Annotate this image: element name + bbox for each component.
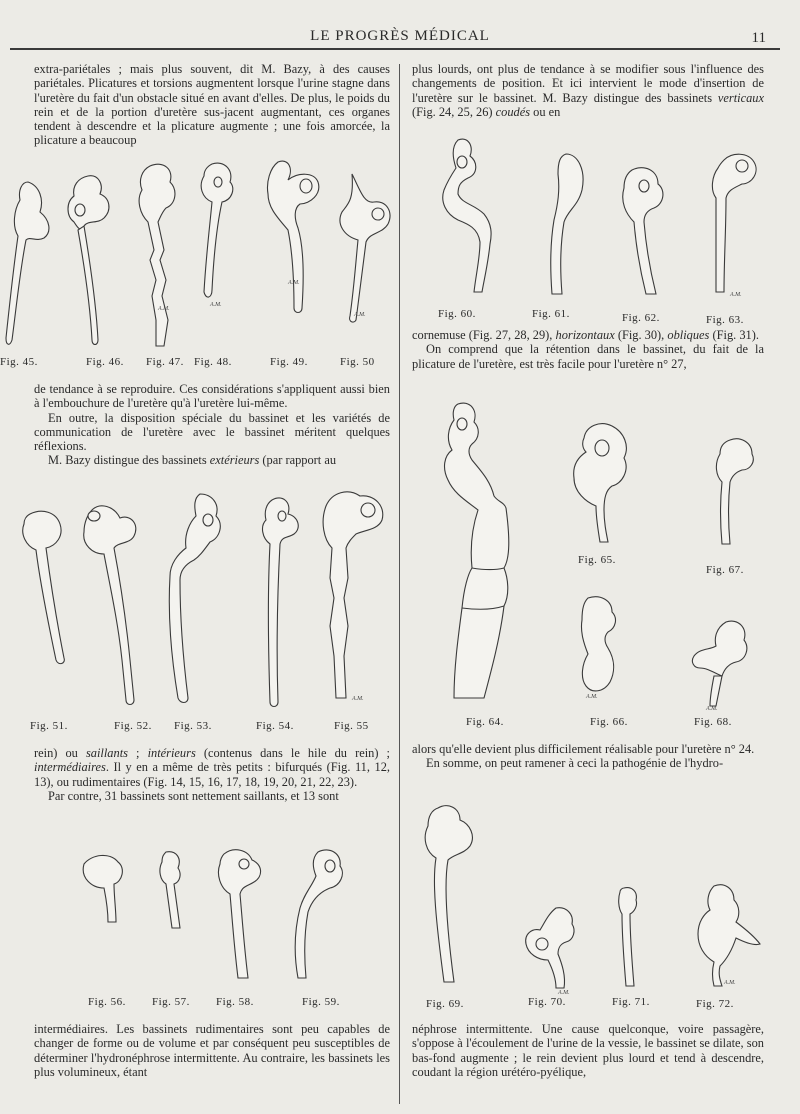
caption-fig-67: Fig. 67. [706,564,744,576]
figure-53-illustration [160,490,230,708]
left-paragraph-3a [34,746,390,789]
text-run: ; [127,746,148,760]
figure-66-illustration [568,592,628,702]
caption-fig-56: Fig. 56. [88,996,126,1008]
figure-63-illustration [698,150,762,300]
right-paragraph-1-text [412,62,764,119]
figure-64-illustration [418,398,528,708]
text-run: . Il y en a même de très petits : bifurqués (Fig. 11, 12, 13), ou rudimentaires (Fig. 14, 15, 16, 17, 18, 19, 20, 21, 22, 23). [34,760,390,789]
text-run: (par rapport au [259,453,337,468]
right-paragraph-3 [412,742,764,771]
figure-49-illustration [258,158,324,318]
figure-48-illustration [192,160,242,310]
figure-58-illustration [210,846,270,986]
text-italic: horizontaux [555,328,615,342]
text-italic: obliques [667,328,710,342]
page-number: 11 [751,30,766,46]
text-italic: saillants [85,746,128,760]
caption-fig-61: Fig. 61. [532,308,570,320]
figure-69-illustration [414,802,490,990]
left-paragraph-3 [34,746,390,803]
figure-65-illustration [566,418,636,548]
left-paragraph-2c [34,453,390,467]
text-italic: intérieurs [147,746,196,760]
figure-71-illustration [614,884,644,992]
figure-59-illustration [284,846,350,986]
right-paragraph-2 [412,328,764,371]
caption-fig-46: Fig. 46. [86,356,124,368]
caption-fig-58: Fig. 58. [216,996,254,1008]
caption-fig-47: Fig. 47. [146,356,184,368]
caption-fig-64: Fig. 64. [466,716,504,728]
text-run: (Fig. 24, 25, 26) [412,104,496,119]
right-paragraph-1 [412,62,764,119]
artist-mark: A.M. [210,302,222,308]
text-run: M. Bazy distingue des bassinets [48,453,210,468]
text-run: rein) ou [34,746,86,760]
figure-46-illustration [58,172,118,350]
text-run: plus lourds, ont plus de tendance à se modifier sous l'influence des changements de position. Et ici intervient le mode d'insertion de l'uretère sur le bassinet. M. Bazy distingue des bassinets [412,62,764,105]
caption-fig-50: Fig. 50 [340,356,375,368]
text-run: cornemuse (Fig. 27, 28, 29), [412,328,556,342]
artist-mark: A.M. [354,312,366,318]
figure-67-illustration [700,432,760,552]
artist-mark: A.M. [586,694,598,700]
left-paragraph-4 [34,1022,390,1079]
left-paragraph-2b: En outre, la disposition spéciale du bassinet et les variétés de communication de l'uretère avec le bassinet méritent quelques réflexions. [34,410,390,454]
artist-mark: A.M. [352,696,364,702]
right-paragraph-3b: En somme, on peut ramener à ceci la pathogénie de l'hydro- [426,756,724,771]
right-paragraph-4-text: néphrose intermittente. Une cause quelconque, voire passagère, s'oppose à l'écoulement de l'urine de la vessie, le bassinet se dilate, son bas-fond augmente ; le rein devient plus lourd et tend à descendre, coudant la région urétéro-pyélique, [412,1022,764,1079]
figure-61-illustration [530,150,590,302]
figure-47-illustration [130,160,186,350]
artist-mark: A.M. [724,980,736,986]
left-paragraph-1 [34,62,390,148]
artist-mark: A.M. [706,706,718,712]
right-paragraph-4 [412,1022,764,1079]
caption-fig-69: Fig. 69. [426,998,464,1010]
right-paragraph-3a: alors qu'elle devient plus difficilement réalisable pour l'uretère n° 24. [412,742,755,756]
caption-fig-65: Fig. 65. [578,554,616,566]
figure-60-illustration [418,134,502,298]
caption-fig-60: Fig. 60. [438,308,476,320]
left-paragraph-1-text: extra-pariétales ; mais plus souvent, dit M. Bazy, à des causes pariétales. Plicatures et torsions augmentent lorsque l'urine stagne dans l'uretère du fait d'un obstacle situé en avant d'elles. De plus, le poids du rein et de la portion d'uretère sus-jacent augmentant, ces organes tendent à descendre et la plicature augmente ; une fois amorcée, la plicature a beaucoup [34,62,390,148]
caption-fig-62: Fig. 62. [622,312,660,324]
left-paragraph-2 [34,382,390,468]
left-paragraph-2a: de tendance à se reproduire. Ces considérations s'appliquent aussi bien à l'embouchure de l'uretère qu'à l'uretère lui-même. [34,382,390,411]
artist-mark: A.M. [288,280,300,286]
caption-fig-68: Fig. 68. [694,716,732,728]
caption-fig-54: Fig. 54. [256,720,294,732]
page-header [0,26,800,50]
caption-fig-66: Fig. 66. [590,716,628,728]
caption-fig-51: Fig. 51. [30,720,68,732]
figure-55-illustration [312,486,392,706]
text-italic: extérieurs [209,453,260,468]
caption-fig-72: Fig. 72. [696,998,734,1010]
journal-title: LE PROGRÈS MÉDICAL [310,28,490,44]
figure-54-illustration [248,492,308,712]
text-italic: coudés [495,104,531,119]
artist-mark: A.M. [730,292,742,298]
figure-52-illustration [74,500,144,712]
text-italic: verticaux [717,90,764,105]
header-rule [10,48,780,50]
caption-fig-53: Fig. 53. [174,720,212,732]
text-italic: intermédiaires [34,760,106,775]
column-divider [399,64,400,1104]
caption-fig-70: Fig. 70. [528,996,566,1008]
caption-fig-63: Fig. 63. [706,314,744,326]
figure-50-illustration [330,170,396,326]
caption-fig-48: Fig. 48. [194,356,232,368]
caption-fig-57: Fig. 57. [152,996,190,1008]
left-paragraph-4-text: intermédiaires. Les bassinets rudimentaires sont peu capables de changer de forme ou de volume et par conséquent peu susceptibles de déterminer l'hydronéphrose intermittente. Au contraire, les bassinets les plus volumineux, étant [34,1022,390,1079]
text-run: (Fig. 30), [614,328,668,342]
caption-fig-55: Fig. 55 [334,720,369,732]
right-paragraph-2a [412,328,764,342]
text-run: ou en [530,104,561,119]
artist-mark: A.M. [558,990,570,996]
figure-45-illustration [0,180,60,350]
figure-57-illustration [154,848,190,932]
figure-62-illustration [614,162,674,302]
right-paragraph-2b: On comprend que la rétention dans le bassinet, du fait de la plicature de l'uretère, est très facile pour l'uretère n° 27, [412,342,764,371]
artist-mark: A.M. [158,306,170,312]
left-paragraph-3b: Par contre, 31 bassinets sont nettement saillants, et 13 sont [48,788,339,803]
caption-fig-45: Fig. 45. [0,356,38,368]
caption-fig-52: Fig. 52. [114,720,152,732]
caption-fig-49: Fig. 49. [270,356,308,368]
caption-fig-59: Fig. 59. [302,996,340,1008]
figure-72-illustration [680,880,764,990]
figure-51-illustration [16,508,72,668]
figure-68-illustration [686,616,756,712]
figure-70-illustration [518,904,582,994]
caption-fig-71: Fig. 71. [612,996,650,1008]
figure-56-illustration [76,852,132,926]
text-run: (contenus dans le hile du rein) ; [195,746,390,760]
text-run: (Fig. 31). [709,328,759,342]
